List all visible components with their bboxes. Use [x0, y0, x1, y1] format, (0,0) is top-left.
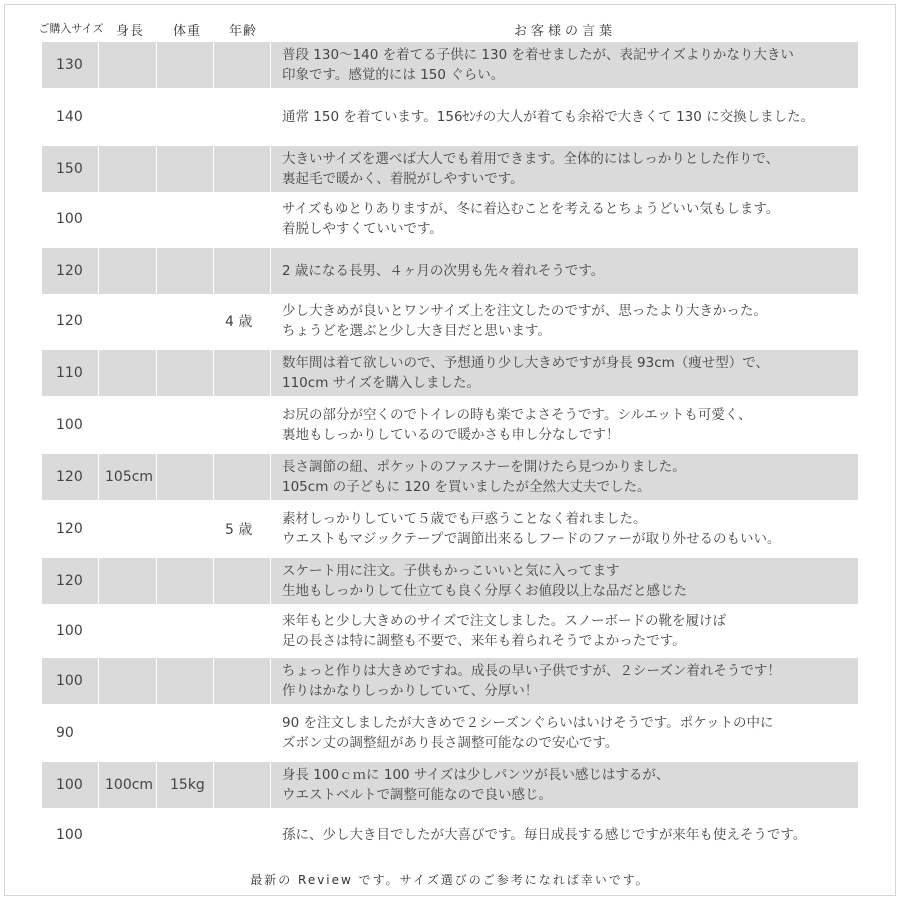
cell-size: 100 — [56, 211, 83, 227]
comment-line: 2 歳になる長男、４ヶ月の次男も先々着れそうです。 — [282, 263, 605, 279]
cell-size: 90 — [56, 725, 74, 741]
comment-line: お尻の部分が空くのでトイレの時も楽でよさそうです。シルエットも可愛く、 — [282, 407, 752, 423]
table-row — [42, 248, 858, 294]
cell-background — [157, 196, 213, 242]
cell-background — [214, 94, 270, 140]
comment-line: 足の長さは特に調整も不要で、来年も着られそうでよかったです。 — [282, 633, 686, 649]
header-age: 年齢 — [228, 24, 257, 39]
cell-background — [157, 812, 213, 858]
cell-height: 100cm — [105, 777, 154, 793]
comment-line: 素材しっかりしていて５歳でも戸惑うことなく着れました。 — [282, 511, 647, 527]
cell-size: 130 — [56, 57, 83, 73]
cell-background — [99, 710, 156, 756]
header-height: 身長 — [115, 24, 144, 39]
cell-background — [157, 608, 213, 654]
comment-line: 数年間は着て欲しいので、予想通り少し大きめですが身長 93cm（痩せ型）で、 — [282, 355, 770, 371]
comment-line: 裏起毛で暖かく、着脱がしやすいです。 — [282, 171, 524, 187]
cell-background — [214, 42, 270, 88]
comment-line: ちょうどを選ぶと少し大き目だと思います。 — [282, 323, 551, 339]
cell-background — [99, 402, 156, 448]
cell-background — [214, 248, 270, 294]
table-row — [42, 296, 858, 346]
cell-comment — [282, 196, 872, 242]
cell-comment — [282, 146, 872, 192]
comment-line: 着脱しやすくていいです。 — [282, 221, 443, 237]
cell-background — [214, 608, 270, 654]
cell-background — [157, 558, 213, 604]
comment-line: 長さ調節の紐、ポケットのファスナーを開けたら見つかりました。 — [282, 459, 686, 475]
table-row — [42, 42, 858, 88]
cell-size: 120 — [56, 521, 83, 537]
cell-comment — [282, 248, 872, 294]
cell-background — [99, 558, 156, 604]
header-weight: 体重 — [172, 24, 201, 39]
cell-background — [214, 454, 270, 500]
comment-line: 作りはかなりしっかりしていて、分厚い！ — [282, 683, 539, 699]
header-comment: お客様の言葉 — [513, 24, 616, 39]
cell-background — [157, 454, 213, 500]
comment-line: 105cm の子どもに 120 を買いましたが全然大丈夫でした。 — [282, 479, 651, 495]
header-size: ご購入サイズ — [38, 22, 104, 35]
cell-background — [157, 248, 213, 294]
cell-background — [214, 350, 270, 396]
cell-background — [99, 196, 156, 242]
cell-background — [99, 506, 156, 552]
comment-line: 裏地もしっかりしているので暖かさも申し分なしです！ — [282, 427, 620, 443]
cell-background — [214, 658, 270, 704]
cell-size: 100 — [56, 623, 83, 639]
table-row — [42, 94, 858, 140]
cell-background — [99, 146, 156, 192]
cell-background — [99, 42, 156, 88]
cell-age: 4 歳 — [225, 314, 253, 330]
cell-comment — [282, 608, 872, 654]
cell-comment — [282, 558, 872, 604]
cell-background — [157, 94, 213, 140]
comment-line: ウエストベルトで調整可能なので良い感じ。 — [282, 787, 552, 803]
table-row — [42, 402, 858, 448]
cell-size: 120 — [56, 263, 83, 279]
cell-background — [214, 146, 270, 192]
cell-age: 5 歳 — [225, 522, 253, 538]
table-row — [42, 608, 858, 654]
table-header — [0, 16, 900, 42]
cell-background — [214, 710, 270, 756]
cell-background — [157, 402, 213, 448]
table-row — [42, 506, 858, 552]
table-row — [42, 196, 858, 242]
cell-comment — [282, 658, 872, 704]
cell-comment — [282, 296, 872, 346]
cell-size: 120 — [56, 313, 83, 329]
cell-comment — [282, 812, 872, 858]
comment-line: 来年もと少し大きめのサイズで注文しました。スノーボードの靴を履けば — [282, 613, 727, 629]
comment-line: ズボン丈の調整紐があり長さ調整可能なので安心です。 — [282, 735, 619, 751]
cell-size: 120 — [56, 573, 83, 589]
cell-background — [99, 248, 156, 294]
cell-size: 100 — [56, 673, 83, 689]
table-row — [42, 710, 858, 756]
cell-background — [157, 42, 213, 88]
comment-line: 生地もしっかりして仕立ても良く分厚くお値段以上な品だと感じた — [282, 583, 687, 599]
cell-size: 120 — [56, 469, 83, 485]
comment-line: スケート用に注文。子供もかっこいいと気に入ってます — [282, 563, 620, 579]
comment-line: 普段 130～140 を着てる子供に 130 を着せましたが、表記サイズよりかなり大きい — [282, 47, 794, 63]
cell-background — [157, 710, 213, 756]
cell-comment — [282, 350, 872, 396]
table-row — [42, 558, 858, 604]
comment-line: サイズもゆとりありますが、冬に着込むことを考えるとちょうどいい気もします。 — [282, 201, 780, 217]
cell-size: 100 — [56, 777, 83, 793]
comment-line: 少し大きめが良いとワンサイズ上を注文したのですが、思ったより大きかった。 — [282, 303, 767, 319]
cell-background — [99, 658, 156, 704]
cell-size: 150 — [56, 161, 83, 177]
cell-comment — [282, 402, 872, 448]
cell-weight: 15kg — [170, 777, 205, 793]
table-row — [42, 658, 858, 704]
comment-line: 通常 150 を着ています。156ｾﾝﾁの大人が着ても余裕で大きくて 130 に交換しました。 — [282, 109, 815, 125]
comment-line: 90 を注文しましたが大きめで２シーズンぐらいはいけそうです。ポケットの中に — [282, 715, 774, 731]
table-row — [42, 762, 858, 808]
cell-background — [99, 94, 156, 140]
table-row — [42, 812, 858, 858]
cell-background — [214, 402, 270, 448]
cell-height: 105cm — [105, 469, 154, 485]
footer-note: 最新の Review です。サイズ選びのご参考になれば幸いです。 — [250, 873, 650, 887]
cell-background — [214, 812, 270, 858]
comment-line: 孫に、少し大き目でしたが大喜びです。毎日成長する感じですが来年も使えそうです。 — [282, 827, 807, 843]
table-row — [42, 350, 858, 396]
cell-size: 100 — [56, 827, 83, 843]
cell-comment — [282, 94, 872, 140]
comment-line: ちょっと作りは大きめですね。成長の早い子供ですが、２シーズン着れそうです！ — [282, 663, 781, 679]
cell-background — [99, 608, 156, 654]
comment-line: ウエストもマジックテープで調節出来るしフードのファーが取り外せるのもいい。 — [282, 531, 781, 547]
cell-comment — [282, 506, 872, 552]
comment-line: 大きいサイズを選べば大人でも着用できます。全体的にはしっかりとした作りで、 — [282, 151, 780, 167]
comment-line: 身長 100ｃｍに 100 サイズは少しパンツが長い感じはするが、 — [282, 767, 670, 783]
comment-line: 110cm サイズを購入しました。 — [282, 375, 481, 391]
cell-comment — [282, 762, 872, 808]
cell-background — [157, 350, 213, 396]
cell-comment — [282, 454, 872, 500]
cell-comment — [282, 42, 872, 88]
cell-background — [157, 146, 213, 192]
table-row — [42, 454, 858, 500]
table-row — [42, 146, 858, 192]
cell-background — [99, 350, 156, 396]
cell-background — [214, 196, 270, 242]
cell-comment — [282, 710, 872, 756]
cell-background — [99, 296, 156, 346]
cell-size: 110 — [56, 365, 83, 381]
cell-background — [157, 296, 213, 346]
cell-background — [214, 762, 270, 808]
cell-background — [157, 506, 213, 552]
cell-background — [157, 658, 213, 704]
cell-background — [99, 812, 156, 858]
comment-line: 印象です。感覚的には 150 ぐらい。 — [282, 67, 505, 83]
cell-background — [214, 558, 270, 604]
cell-size: 140 — [56, 109, 83, 125]
cell-size: 100 — [56, 417, 83, 433]
